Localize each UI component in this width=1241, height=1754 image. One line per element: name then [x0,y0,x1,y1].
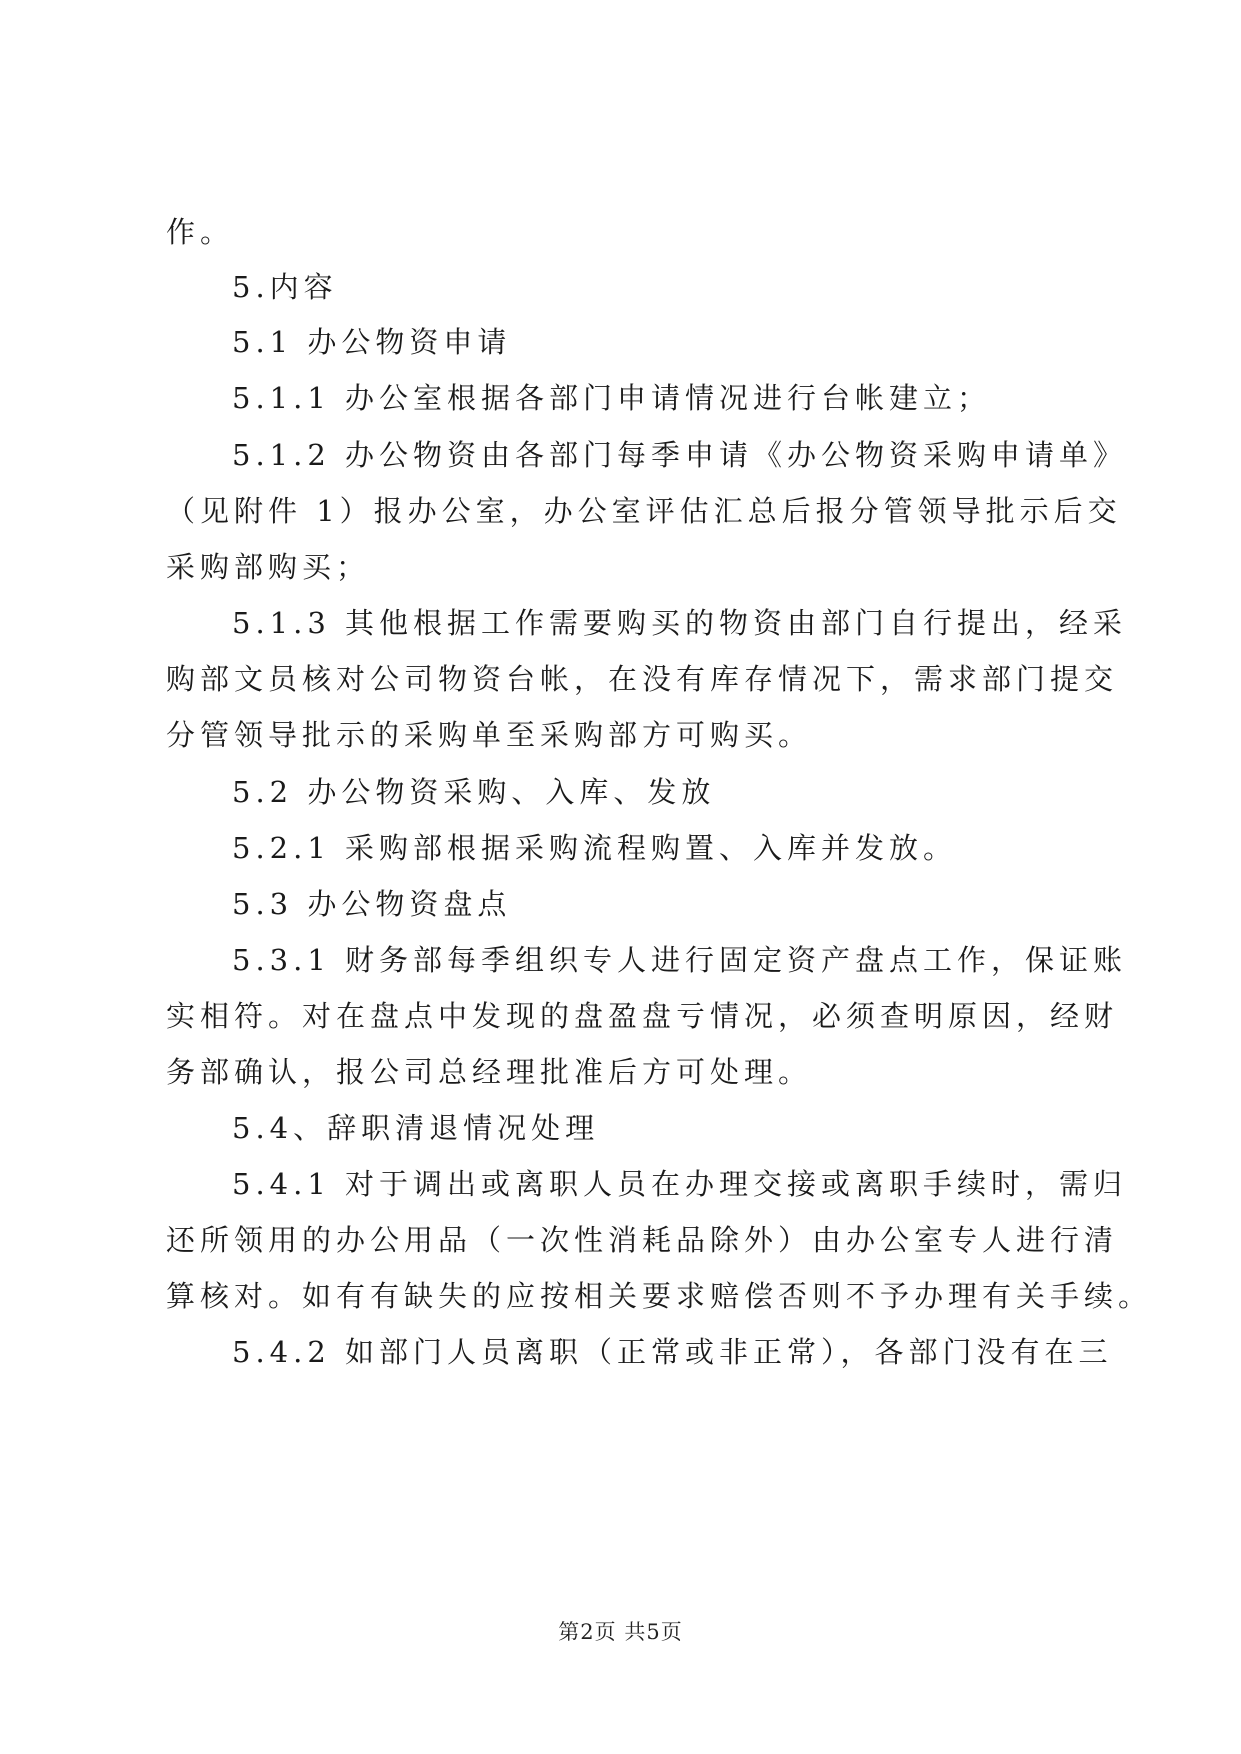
section-heading: 5.内容 [232,270,338,304]
paragraph-first-line: 5.4.1 对于调出或离职人员在办理交接或离职手续时，需归 [232,1167,1128,1201]
paragraph-first-line: 5.1.1 办公室根据各部门申请情况进行台帐建立； [232,381,992,415]
body-text-line: 分管领导批示的采购单至采购部方可购买。 [166,718,813,752]
paragraph-first-line: 5.3.1 财务部每季组织专人进行固定资产盘点工作，保证账 [232,943,1128,977]
paragraph-first-line: 5.1.3 其他根据工作需要购买的物资由部门自行提出，经采 [232,606,1128,640]
subsection-heading: 5.3 办公物资盘点 [232,887,512,921]
body-text-line: 购部文员核对公司物资台帐，在没有库存情况下，需求部门提交 [166,662,1119,696]
paragraph-first-line: 5.4.2 如部门人员离职（正常或非正常），各部门没有在三 [232,1335,1113,1369]
subsection-heading: 5.1 办公物资申请 [232,325,512,359]
page-number-footer: 第2页 共5页 [558,1620,683,1644]
body-text-line: 作。 [166,215,235,249]
body-text-line: 还所领用的办公用品（一次性消耗品除外）由办公室专人进行清 [166,1223,1119,1257]
body-text-line: 采购部购买； [166,550,371,584]
body-text-line: 务部确认，报公司总经理批准后方可处理。 [166,1055,813,1089]
subsection-heading: 5.2 办公物资采购、入库、发放 [232,775,716,809]
body-text-line: 实相符。对在盘点中发现的盘盈盘亏情况，必须查明原因，经财 [166,999,1119,1033]
paragraph-first-line: 5.1.2 办公物资由各部门每季申请《办公物资采购申请单》 [232,438,1128,472]
paragraph-first-line: 5.2.1 采购部根据采购流程购置、入库并发放。 [232,831,958,865]
body-text-line: （见附件 1）报办公室，办公室评估汇总后报分管领导批示后交 [166,494,1122,528]
subsection-heading: 5.4、辞职清退情况处理 [232,1111,600,1145]
body-text-line: 算核对。如有有缺失的应按相关要求赔偿否则不予办理有关手续。 [166,1279,1153,1313]
